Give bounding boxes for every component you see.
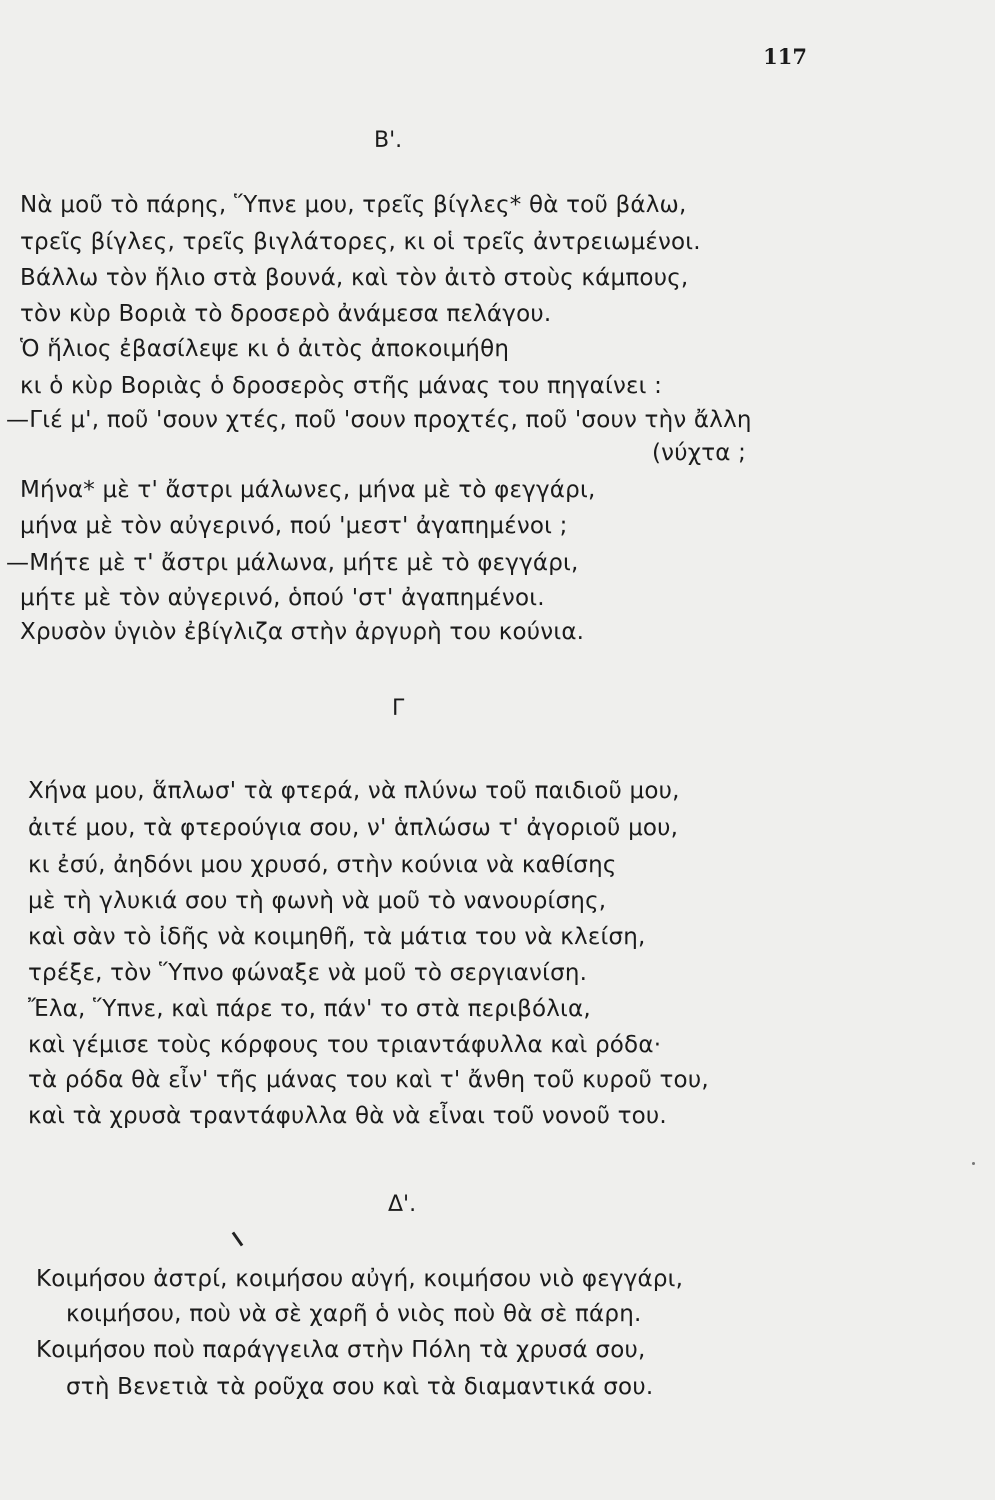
poem-line: Ὁ ἥλιος ἐβασίλεψε κι ὁ ἀιτὸς ἀποκοιμήθη [20, 336, 510, 362]
poem-line: κοιμήσου, ποὺ νὰ σὲ χαρῆ ὁ νιὸς ποὺ θὰ σὲ πάρη. [66, 1301, 642, 1327]
poem-line: τρέξε, τὸν Ὕπνο φώναξε νὰ μοῦ τὸ σεργιανίση. [28, 960, 588, 986]
poem-line: στὴ Βενετιὰ τὰ ροῦχα σου καὶ τὰ διαμαντικά σου. [66, 1374, 654, 1400]
poem-line: τὰ ρόδα θὰ εἶν' τῆς μάνας του καὶ τ' ἄνθη τοῦ κυροῦ του, [28, 1067, 709, 1093]
poem-line: Κοιμήσου ἀστρί, κοιμήσου αὐγή, κοιμήσου νιὸ φεγγάρι, [36, 1266, 684, 1292]
poem-line: μήτε μὲ τὸν αὐγερινό, ὁπού 'στ' ἀγαπημένοι. [20, 585, 545, 611]
poem-line: μὲ τὴ γλυκιά σου τὴ φωνὴ νὰ μοῦ τὸ νανουρίσης, [28, 888, 607, 914]
poem-line: ἀιτέ μου, τὰ φτερούγια σου, ν' ἁπλώσω τ' ἀγοριοῦ μου, [28, 815, 679, 841]
section-heading-g: Γ [392, 696, 405, 721]
poem-line: καὶ τὰ χρυσὰ τραντάφυλλα θὰ νὰ εἶναι τοῦ νονοῦ του. [28, 1103, 667, 1129]
poem-line: κι ὁ κὺρ Βοριὰς ὁ δροσερὸς στῆς μάνας του πηγαίνει : [20, 373, 663, 399]
poem-line: καὶ γέμισε τοὺς κόρφους του τριαντάφυλλα καὶ ρόδα· [28, 1032, 662, 1058]
poem-line: Χρυσὸν ὑγιὸν ἐβίγλιζα στὴν ἀργυρὴ του κούνια. [20, 619, 585, 645]
poem-line: —Γιέ μ', ποῦ 'σουν χτές, ποῦ 'σουν προχτές, ποῦ 'σουν τὴν ἄλλη [6, 407, 752, 433]
poem-line: Νὰ μοῦ τὸ πάρης, Ὕπνε μου, τρεῖς βίγλες* θὰ τοῦ βάλω, [20, 192, 687, 218]
poem-line: Κοιμήσου ποὺ παράγγειλα στὴν Πόλη τὰ χρυσά σου, [36, 1337, 646, 1363]
section-heading-b: Β'. [374, 128, 403, 153]
poem-line: μήνα μὲ τὸν αὐγερινό, πού 'μεστ' ἀγαπημένοι ; [20, 513, 568, 539]
poem-line: Ἔλα, Ὕπνε, καὶ πάρε το, πάν' το στὰ περιβόλια, [28, 996, 591, 1022]
poem-line: Βάλλω τὸν ἥλιο στὰ βουνά, καὶ τὸν ἀιτὸ στοὺς κάμπους, [20, 265, 689, 291]
poem-line: τρεῖς βίγλες, τρεῖς βιγλάτορες, κι οἱ τρεῖς ἀντρειωμένοι. [20, 229, 701, 255]
poem-line: κι ἐσύ, ἀηδόνι μου χρυσό, στὴν κούνια νὰ καθίσης [28, 852, 617, 878]
poem-line: Χήνα μου, ἅπλωσ' τὰ φτερά, νὰ πλύνω τοῦ παιδιοῦ μου, [28, 778, 680, 804]
poem-line: —Μήτε μὲ τ' ἄστρι μάλωνα, μήτε μὲ τὸ φεγγάρι, [6, 550, 579, 576]
section-heading-d: Δ'. [388, 1192, 417, 1217]
ink-mark [232, 1232, 244, 1247]
poem-line-continuation: (νύχτα ; [652, 440, 747, 466]
page-number: 117 [763, 44, 807, 69]
poem-line: Μήνα* μὲ τ' ἄστρι μάλωνες, μήνα μὲ τὸ φεγγάρι, [20, 477, 596, 503]
poem-line: καὶ σὰν τὸ ἰδῆς νὰ κοιμηθῆ, τὰ μάτια του νὰ κλείση, [28, 924, 646, 950]
poem-line: τὸν κὺρ Βοριὰ τὸ δροσερὸ ἀνάμεσα πελάγου. [20, 301, 552, 327]
paper-speck [972, 1162, 975, 1165]
